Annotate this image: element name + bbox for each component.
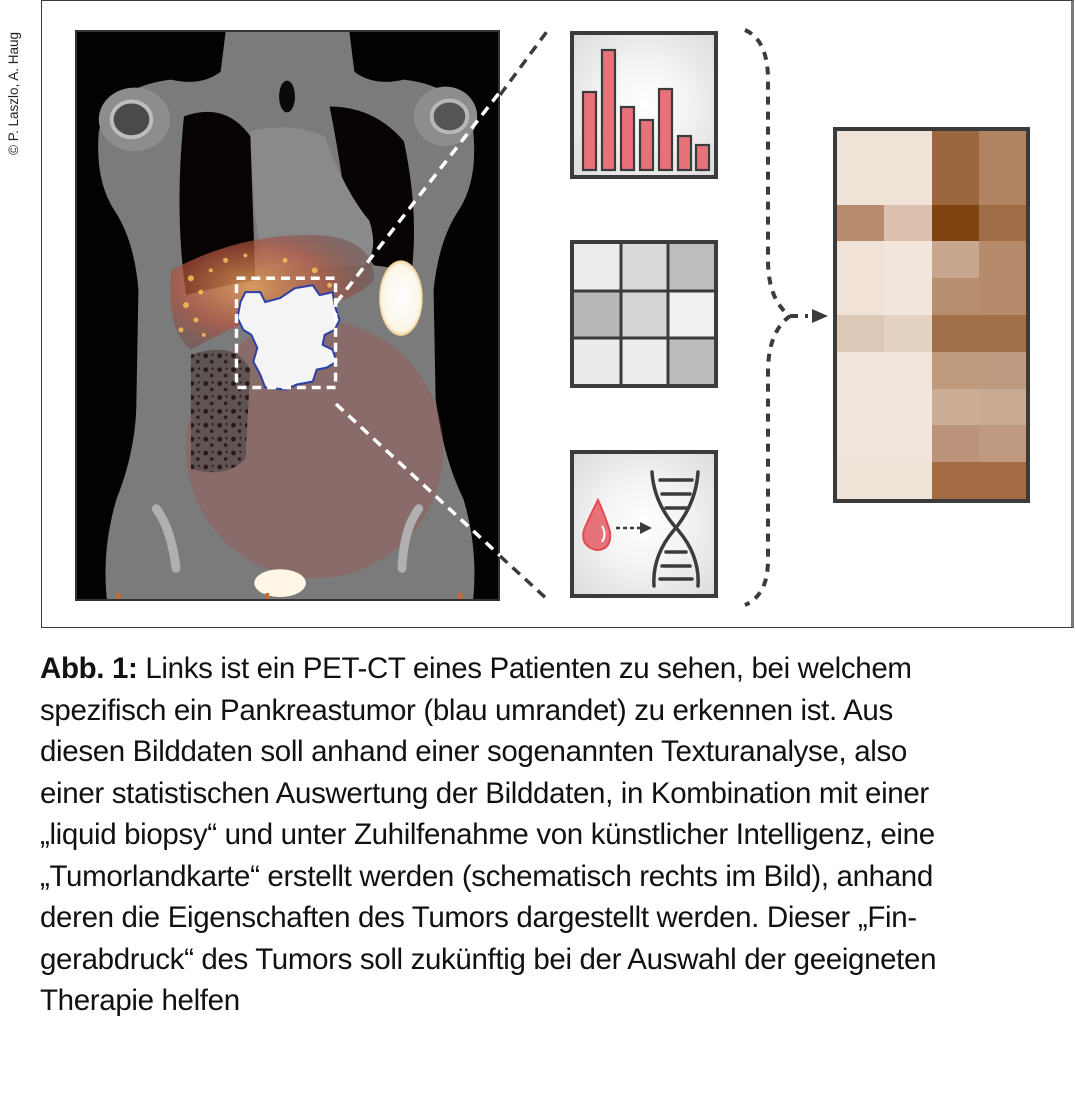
blood-drop-to-dna-icon: [574, 454, 714, 594]
tumor-map-cell: [932, 241, 979, 278]
caption-line: einer statistischen Auswertung der Bilddaten, in Kombination mit einer: [40, 776, 929, 810]
caption-line: deren die Eigenschaften des Tumors dargestellt werden. Dieser „Fin-: [40, 901, 917, 934]
tumor-map-cell: [837, 315, 884, 352]
tumor-map-cell: [884, 315, 931, 352]
histogram-panel: [570, 31, 718, 179]
caption-line: gerabdruck“ des Tumors soll zukünftig bei der Auswahl der geeigneten: [40, 942, 937, 976]
tumor-map-cell: [884, 462, 931, 499]
tumor-map-cell: [979, 315, 1026, 352]
pet-ct-illustration: [77, 32, 498, 599]
tumor-map-cell: [837, 352, 884, 389]
tumor-map-cell: [884, 389, 931, 426]
tumor-map-cell: [979, 205, 1026, 242]
tumor-map-cell: [979, 389, 1026, 426]
arrow-right-icon: [640, 522, 652, 534]
dna-helix-icon: [652, 472, 698, 586]
tumor-map-cell: [837, 205, 884, 242]
credit-text: © P. Laszlo, A. Haug: [6, 31, 21, 155]
tumor-map-cell: [979, 425, 1026, 462]
tumor-map-cell: [932, 205, 979, 242]
tumor-map-cell: [884, 241, 931, 278]
tumor-map-grid: [833, 127, 1030, 503]
tumor-map-cell: [979, 278, 1026, 315]
texture-grid-panel: [570, 240, 718, 388]
tumor-map-cell: [837, 389, 884, 426]
tumor-map-cell: [884, 352, 931, 389]
caption-line: „Tumorlandkarte“ erstellt werden (schematisch rechts im Bild), anhand: [40, 859, 933, 893]
copyright-credit: [4, 0, 26, 200]
tumor-map-cell: [837, 425, 884, 462]
tumor-map-cell: [837, 131, 884, 205]
liquid-biopsy-panel: [570, 450, 718, 598]
caption-line: [40, 648, 1070, 690]
tumor-map-cell: [884, 425, 931, 462]
tumor-map-cell: [884, 278, 931, 315]
caption-line: spezifisch ein Pankreastumor (blau umrandet) zu erkennen ist. Aus: [40, 693, 893, 727]
tumor-map-cell: [837, 278, 884, 315]
grid-3x3-icon: [574, 244, 714, 384]
tumor-map-cell: [932, 131, 979, 205]
tumor-map-cell: [979, 462, 1026, 499]
bar-chart-icon: [574, 35, 714, 175]
caption-line: „liquid biopsy“ und unter Zuhilfenahme von künstlicher Intelligenz, eine: [40, 818, 935, 851]
tumor-map-cell: [884, 205, 931, 242]
blood-drop-icon: [583, 500, 610, 550]
caption-line: diesen Bilddaten soll anhand einer sogenannten Texturanalyse, also: [40, 735, 907, 768]
tumor-map-cell: [932, 425, 979, 462]
tumor-map-cell: [979, 131, 1026, 205]
tumor-map-cell: [837, 241, 884, 278]
tumor-map-cell: [932, 278, 979, 315]
caption-line: Therapie helfen: [40, 984, 240, 1017]
tumor-map-cell: [979, 241, 1026, 278]
tumor-map-cell: [979, 352, 1026, 389]
tumor-map-cell: [837, 462, 884, 499]
caption-text: Links ist ein PET-CT eines Patienten zu sehen, bei welchem: [137, 652, 912, 685]
figure-caption: [40, 648, 1070, 1022]
pet-ct-scan-image: [75, 30, 500, 601]
caption-label: Abb. 1:: [40, 652, 138, 685]
tumor-map-cell: [932, 352, 979, 389]
tumor-map-cell: [932, 315, 979, 352]
tumor-map-cell: [932, 462, 979, 499]
tumor-map-cell: [884, 131, 931, 205]
tumor-map-cell: [932, 389, 979, 426]
